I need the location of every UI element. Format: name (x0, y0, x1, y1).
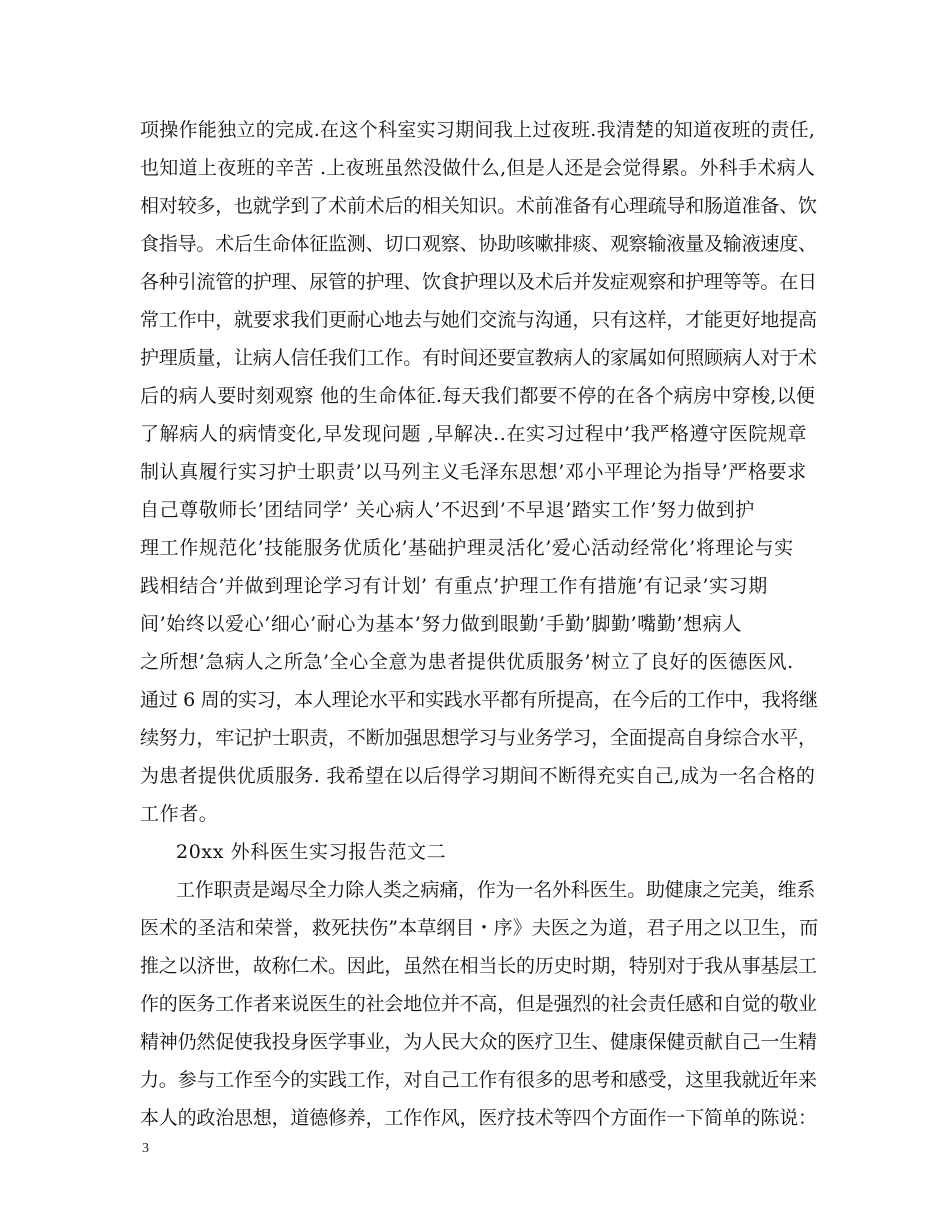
text-line: 工作者。 (140, 803, 219, 825)
text-line: 自己尊敬师长’团结同学’ 关心病人’不迟到’不早退’踏实工作’努力做到护 (140, 499, 755, 521)
text-line: 为患者提供优质服务. 我希望在以后得学习期间不断得充实自己,成为一名合格的 (140, 765, 816, 787)
page-number: 3 (142, 1141, 149, 1156)
text-line: 间’始终以爱心’细心’耐心为基本’努力做到眼勤’手勤’脚勤’嘴勤’想病人 (140, 613, 742, 635)
text-line: 续努力，牢记护士职责，不断加强思想学习与业务学习，全面提高自身综合水平， (140, 727, 817, 749)
text-line: 相对较多，也就学到了术前术后的相关知识。术前准备有心理疏导和肠道准备、饮 (140, 195, 817, 217)
text-line: 医术的圣洁和荣誉，救死扶伤”本草纲目・序》夫医之为道，君子用之以卫生，而 (140, 917, 819, 939)
text-line: 力。参与工作至今的实践工作，对自己工作有很多的思考和感受，这里我就近年来 (140, 1069, 817, 1091)
text-line: 制认真履行实习护士职责’以马列主义毛泽东思想’邓小平理论为指导’严格要求 (140, 461, 807, 483)
text-line: 践相结合’并做到理论学习有计划’ 有重点’护理工作有措施’有记录’实习期 (140, 575, 768, 597)
text-line: 工作职责是竭尽全力除人类之病痛，作为一名外科医生。助健康之完美，维系 (176, 879, 816, 901)
text-line: 各种引流管的护理、尿管的护理、饮食护理以及术后并发症观察和护理等等。在日 (140, 271, 817, 293)
text-line: 项操作能独立的完成.在这个科室实习期间我上过夜班.我清楚的知道夜班的责任, (140, 119, 816, 141)
text-line: 食指导。术后生命体征监测、切口观察、协助咳嗽排痰、观察输液量及输液速度、 (140, 233, 817, 255)
text-line: 常工作中，就要求我们更耐心地去与她们交流与沟通，只有这样，才能更好地提高 (140, 309, 817, 331)
text-line: 本人的政治思想，道德修养，工作作风，医疗技术等四个方面作一下简单的陈说： (140, 1107, 817, 1129)
text-line: 作的医务工作者来说医生的社会地位并不高，但是强烈的社会责任感和自觉的敬业 (140, 993, 817, 1015)
text-line: 之所想’急病人之所急’全心全意为患者提供优质服务’树立了良好的医德医风. (140, 651, 794, 673)
text-line: 通过 6 周的实习，本人理论水平和实践水平都有所提高，在今后的工作中，我将继 (140, 689, 818, 711)
text-line: 了解病人的病情变化,早发现问题 ,早解决..在实习过程中’我严格遵守医院规章 (140, 423, 808, 445)
text-line: 护理质量，让病人信任我们工作。有时间还要宣教病人的家属如何照顾病人对于术 (140, 347, 817, 369)
section-heading: 20xx 外科医生实习报告范文二 (176, 841, 447, 863)
text-line: 精神仍然促使我投身医学事业，为人民大众的医疗卫生、健康保健贡献自己一生精 (140, 1031, 817, 1053)
text-line: 理工作规范化’技能服务优质化’基础护理灵活化’爱心活动经常化’将理论与实 (140, 537, 794, 559)
text-line: 后的病人要时刻观察 他的生命体征.每天我们都要不停的在各个病房中穿梭,以便 (140, 385, 816, 407)
text-line: 推之以济世，故称仁术。因此，虽然在相当长的历史时期，特别对于我从事基层工 (140, 955, 817, 977)
text-line: 也知道上夜班的辛苦 .上夜班虽然没做什么,但是人还是会觉得累。外科手术病人 (140, 157, 816, 179)
